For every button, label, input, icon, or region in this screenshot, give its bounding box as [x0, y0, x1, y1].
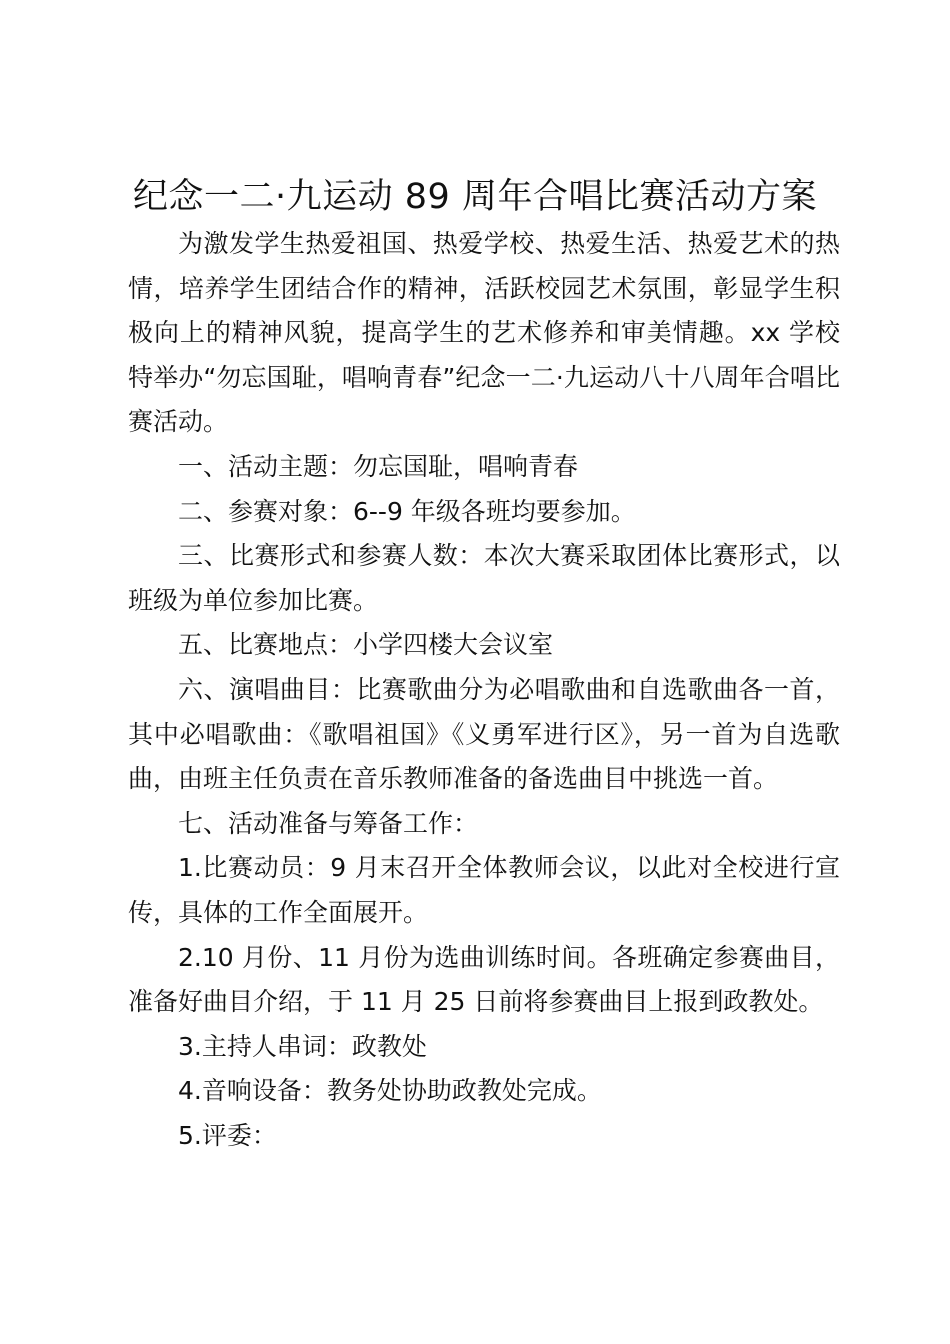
document-title: 纪念一二·九运动 89 周年合唱比赛活动方案 — [133, 177, 817, 217]
section-theme: 一、活动主题：勿忘国耻，唱响青春 — [178, 451, 579, 481]
section-participants: 二、参赛对象：6--9 年级各班均要参加。 — [178, 496, 636, 526]
section-format: 三、比赛形式和参赛人数：本次大赛采取团体比赛形式，以班级为单位参加比赛。 — [128, 541, 840, 615]
document-body — [128, 222, 840, 1158]
section-preparation: 七、活动准备与筹备工作： — [178, 808, 479, 838]
prep-item-training: 2.10 月份、11 月份为选曲训练时间。各班确定参赛曲目，准备好曲目介绍，于 11 月 25 日前将参赛曲目上报到政教处。 — [128, 942, 840, 1017]
prep-item-mobilization: 1.比赛动员：9 月末召开全体教师会议，以此对全校进行宣传，具体的工作全面展开。 — [128, 853, 840, 927]
prep-item-judges: 5.评委： — [178, 1120, 277, 1150]
intro-paragraph: 为激发学生热爱祖国、热爱学校、热爱生活、热爱艺术的热情，培养学生团结合作的精神，活跃校园艺术氛围，彰显学生积极向上的精神风貌，提高学生的艺术修养和审美情趣。xx 学校特举办“勿忘国耻，唱响青春”纪念一二·九运动八十八周年合唱比赛活动。 — [128, 229, 840, 437]
prep-item-host-script: 3.主持人串词：政教处 — [178, 1031, 427, 1061]
section-songs: 六、演唱曲目：比赛歌曲分为必唱歌曲和自选歌曲各一首，其中必唱歌曲：《歌唱祖国》《义勇军进行区》，另一首为自选歌曲，由班主任负责在音乐教师准备的备选曲目中挑选一首。 — [128, 674, 840, 794]
section-venue: 五、比赛地点：小学四楼大会议室 — [178, 630, 554, 660]
prep-item-audio-equipment: 4.音响设备：教务处协助政教处完成。 — [178, 1076, 602, 1106]
